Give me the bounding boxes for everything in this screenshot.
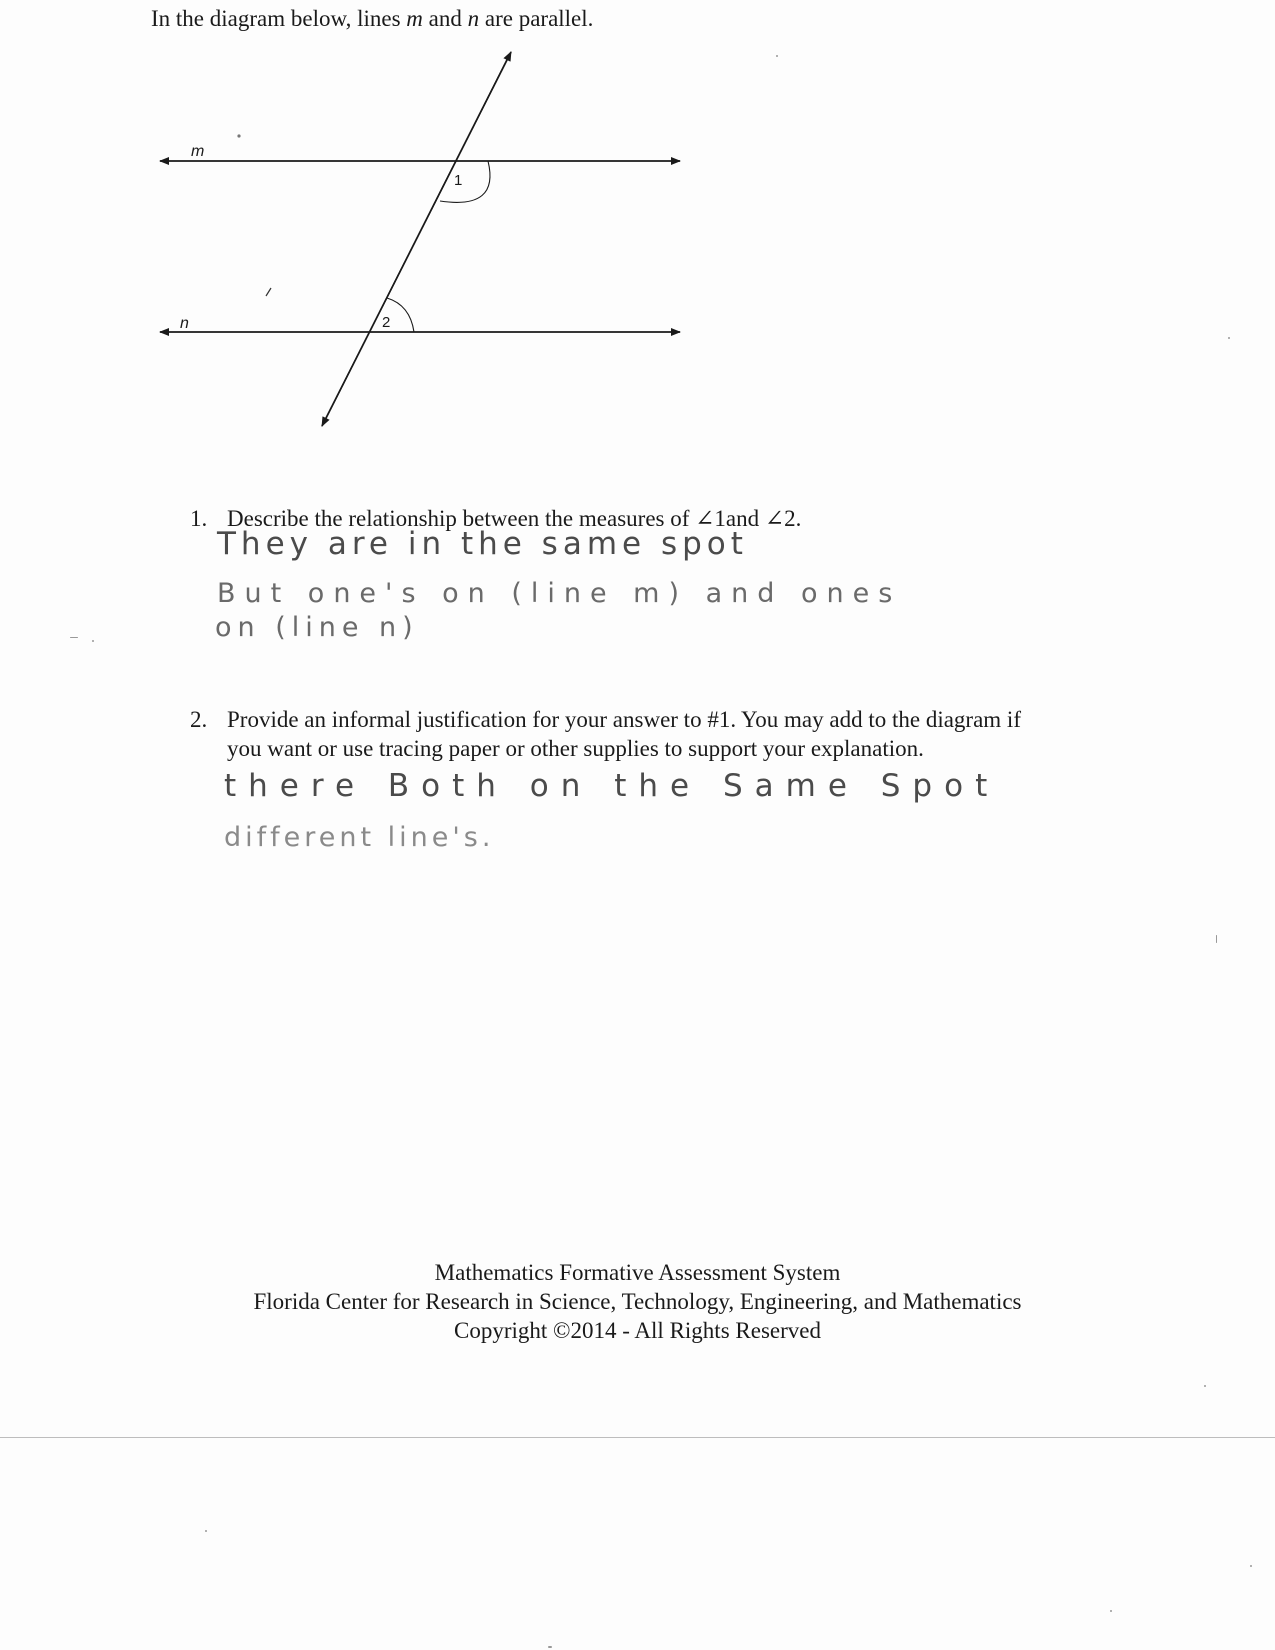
line-n-label: n: [180, 315, 189, 332]
answer-2-line-2: different line's.: [224, 822, 495, 853]
answer-1-line-3: on (line n): [215, 612, 419, 643]
intro-var-m: m: [406, 6, 423, 31]
parallel-lines-diagram: [140, 40, 720, 460]
intro-middle: and: [422, 6, 468, 31]
scan-speck: [1250, 1565, 1252, 1567]
angle-2-label: 2: [382, 314, 391, 331]
intro-sentence: [151, 6, 593, 32]
answer-1-line-1: They are in the same spot: [217, 526, 748, 562]
angle-2-arc: [387, 298, 414, 332]
scan-speck: [1216, 935, 1217, 943]
scan-speck: [205, 1530, 207, 1532]
angle-1-arc: [440, 161, 490, 202]
footer-line-1: Mathematics Formative Assessment System: [434, 1260, 841, 1285]
question-2-text-line-1: Provide an informal justification for your answer to #1. You may add to the diagram if: [227, 707, 1021, 732]
answer-2-line-1: there Both on the Same Spot: [224, 768, 1000, 804]
intro-suffix: are parallel.: [479, 6, 594, 31]
scan-speck: [70, 637, 78, 638]
stray-dot: [237, 134, 240, 137]
footer-line-3: Copyright ©2014 - All Rights Reserved: [454, 1318, 821, 1343]
footer-line-2: Florida Center for Research in Science, Technology, Engineering, and Mathematics: [253, 1289, 1022, 1314]
scan-speck: [548, 1646, 552, 1648]
question-2-text-line-2: you want or use tracing paper or other supplies to support your explanation.: [227, 736, 924, 761]
scan-edge-line: [0, 1437, 1275, 1438]
intro-var-n: n: [467, 6, 480, 31]
footer: [0, 1258, 1275, 1345]
question-2: [190, 705, 1090, 765]
scan-speck: [1204, 1385, 1206, 1387]
question-2-number: 2.: [190, 707, 208, 732]
angle-1-label: 1: [454, 172, 463, 189]
stray-pencil-mark: [266, 288, 271, 296]
question-1-text: Describe the relationship between the measures of ∠1and ∠2.: [227, 506, 802, 531]
answer-1-line-2: But one's on (line m) and ones: [217, 578, 902, 609]
scan-speck: [1228, 337, 1230, 339]
line-m-label: m: [191, 143, 205, 160]
scan-speck: [92, 640, 94, 642]
transversal-line-lower-arrow: [322, 52, 511, 426]
question-1-number: 1.: [190, 506, 208, 531]
scan-speck: [1110, 1610, 1112, 1612]
scan-speck: [776, 55, 778, 57]
intro-prefix: In the diagram below, lines: [151, 6, 407, 31]
